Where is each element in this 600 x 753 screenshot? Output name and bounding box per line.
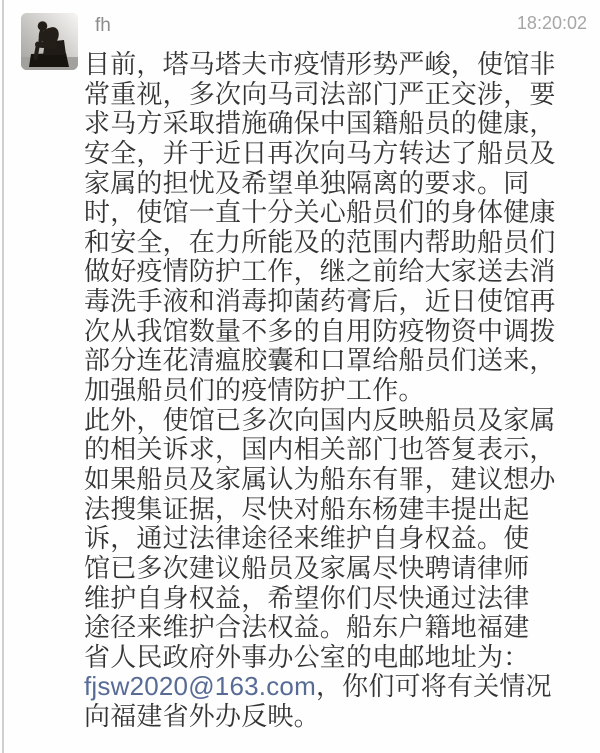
message-line-text: 次从我馆数量不多的自用防疫物资中调拨 bbox=[84, 315, 556, 346]
message-line-text: 如果船员及家属认为船东有罪，建议想办 bbox=[84, 463, 556, 494]
message-timestamp: 18:20:02 bbox=[516, 13, 587, 33]
message-line bbox=[84, 465, 589, 495]
message-line-text: 向福建省外办反映。 bbox=[84, 701, 320, 732]
message-line-text: 安全，并于近日再次向马方转达了船员及 bbox=[84, 137, 556, 168]
message-line-text: 常重视，多次向马司法部门严正交涉，要 bbox=[84, 78, 556, 109]
message-line-text: 家属的担忧及希望单独隔离的要求。同 bbox=[84, 167, 530, 198]
message-line-text: 此外，使馆已多次向国内反映船员及家属 bbox=[84, 404, 556, 435]
message-line bbox=[84, 317, 589, 347]
message-line bbox=[84, 109, 589, 139]
message-line bbox=[84, 435, 589, 465]
left-border-line bbox=[2, 0, 4, 753]
message-line bbox=[84, 554, 589, 584]
message-text bbox=[84, 50, 589, 732]
message-line bbox=[84, 198, 589, 228]
message-line bbox=[84, 702, 589, 732]
sender-name: fh bbox=[95, 15, 111, 36]
message-line bbox=[84, 139, 589, 169]
message-line-text: 的相关诉求，国内相关部门也答复表示， bbox=[84, 434, 556, 465]
message-line bbox=[84, 169, 589, 199]
message-line bbox=[84, 228, 589, 258]
message-line-text: ，你们可将有关情况 bbox=[315, 671, 552, 702]
email-link[interactable]: fjsw2020@163.com bbox=[84, 671, 316, 702]
message-line-text: 法搜集证据，尽快对船东杨建丰提出起 bbox=[84, 493, 530, 524]
message-line bbox=[84, 257, 589, 287]
message-line bbox=[84, 495, 589, 525]
message-line-text: 做好疫情防护工作，继之前给大家送去消 bbox=[84, 256, 556, 287]
message-line bbox=[84, 672, 589, 702]
avatar[interactable] bbox=[21, 13, 78, 70]
message-line-text: 省人民政府外事办公室的电邮地址为： bbox=[84, 641, 530, 672]
message-line bbox=[84, 584, 589, 614]
message-line-text: 部分连花清瘟胶囊和口罩给船员们送来， bbox=[84, 345, 556, 376]
message-line bbox=[84, 524, 589, 554]
message-line bbox=[84, 346, 589, 376]
message-line bbox=[84, 613, 589, 643]
message-line bbox=[84, 406, 589, 436]
message-line-text: 和安全，在力所能及的范围内帮助船员们 bbox=[84, 226, 556, 257]
thinker-statue-image bbox=[21, 13, 78, 70]
message-line-text: 途径来维护合法权益。船东户籍地福建 bbox=[84, 612, 530, 643]
message-line-text: 诉，通过法律途径来维护自身权益。使 bbox=[84, 523, 530, 554]
message-line-text: 毒洗手液和消毒抑菌药膏后，近日使馆再 bbox=[84, 286, 556, 317]
message-line-text: 目前，塔马塔夫市疫情形势严峻，使馆非 bbox=[84, 49, 556, 79]
message-line bbox=[84, 376, 589, 406]
message-line bbox=[84, 50, 589, 80]
message-line-text: 求马方采取措施确保中国籍船员的健康， bbox=[84, 108, 556, 139]
message-line bbox=[84, 643, 589, 673]
message-line bbox=[84, 80, 589, 110]
message-line-text: 时，使馆一直十分关心船员们的身体健康 bbox=[84, 197, 556, 228]
message-line-text: 加强船员们的疫情防护工作。 bbox=[84, 375, 425, 406]
message-line-text: 维护自身权益，希望你们尽快通过法律 bbox=[84, 582, 530, 613]
message-line bbox=[84, 287, 589, 317]
message-line-text: 馆已多次建议船员及家属尽快聘请律师 bbox=[84, 552, 530, 583]
